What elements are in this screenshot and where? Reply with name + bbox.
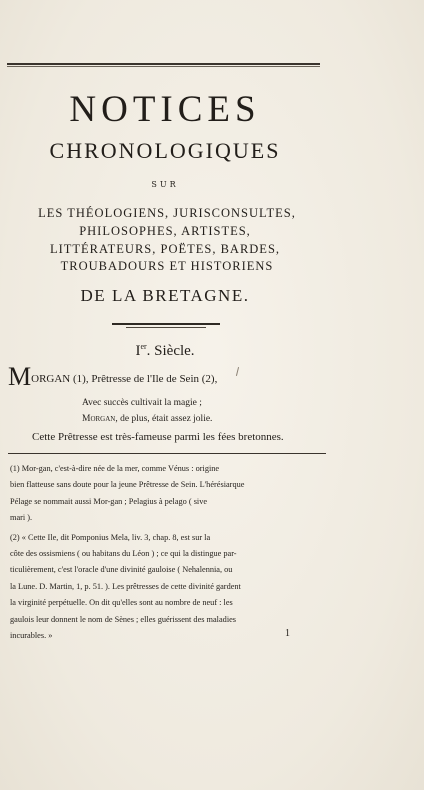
title-notices: NOTICES <box>69 89 261 130</box>
footnote-line: côte des ossismiens ( ou habitans du Léon ) ; ce qui la distingue par- <box>10 549 237 559</box>
century-numeral: I <box>135 343 141 359</box>
footnote-line: (1) Mor-gan, c'est-à-dire née de la mer, comme Vénus : origine <box>10 464 220 473</box>
title-de-la-bretagne: DE LA BRETAGNE. <box>80 286 250 305</box>
verse-name: Morgan <box>82 414 116 424</box>
title-chronologiques: CHRONOLOGIQUES <box>49 138 281 163</box>
title-line-litterateurs: LITTÉRATEURS, POËTES, BARDES, <box>49 242 281 256</box>
entry-statement: Cette Prêtresse est très-fameuse parmi les fées bretonnes. <box>32 431 284 443</box>
top-rule <box>7 63 320 67</box>
verse-line-1: Avec succès cultivait la magie ; <box>82 398 202 408</box>
footnote-line: Pélage se nommait aussi Mor-gan ; Pelagius à pelago ( sive <box>10 496 208 506</box>
footnote-line: bien flatteuse sans doute pour la jeune Prêtresse de Sein. L'hérésiarque <box>10 480 245 490</box>
footnote-line: la virginité perpétuelle. On dit qu'elles sont au nombre de neuf : les <box>10 598 233 608</box>
footnote-rule <box>8 453 326 454</box>
divider-rule-thick <box>112 323 220 325</box>
verse-rest: , de plus, était assez jolie. <box>115 414 213 424</box>
footnote-line: ticulièrement, c'est l'oracle d'une divinité gauloise ( Nehalennia, ou <box>10 565 233 575</box>
drop-cap: M <box>8 362 32 391</box>
footnote-1 <box>10 461 328 527</box>
century-word: . Siècle. <box>146 343 195 359</box>
title-line-theologiens: LES THÉOLOGIENS, JURISCONSULTES, <box>38 206 296 220</box>
page-number: 1 <box>285 628 290 639</box>
title-line-troubadours: TROUBADOURS ET HISTORIENS <box>60 259 274 273</box>
divider-rule-thin <box>126 327 206 328</box>
century-suffix: er <box>140 342 147 351</box>
title-sur: SUR <box>151 180 179 189</box>
footnote-line: la Lune. D. Martin, 1, p. 51. ). Les prêtresses de cette divinité gardent <box>10 581 241 591</box>
footnote-2 <box>10 530 328 645</box>
title-line-philosophes: PHILOSOPHES, ARTISTES, <box>79 224 251 238</box>
footnote-line: (2) « Cette Ile, dit Pomponius Mela, liv. 3, chap. 8, est sur la <box>10 532 211 542</box>
verse-line-2 <box>82 414 212 424</box>
entry-name: ORGAN <box>31 373 71 385</box>
footnotes <box>10 461 328 644</box>
footnote-line: incurables. » <box>10 631 53 641</box>
entry-morgan <box>8 362 218 391</box>
pencil-mark <box>236 367 239 376</box>
footnote-line: mari ). <box>10 513 33 523</box>
entry-description: (1), Prêtresse de l'Ile de Sein (2), <box>70 373 218 385</box>
footnote-line: gaulois leur donnent le nom de Sènes ; elles guérissent des maladies <box>10 614 237 624</box>
century-heading <box>0 342 330 360</box>
